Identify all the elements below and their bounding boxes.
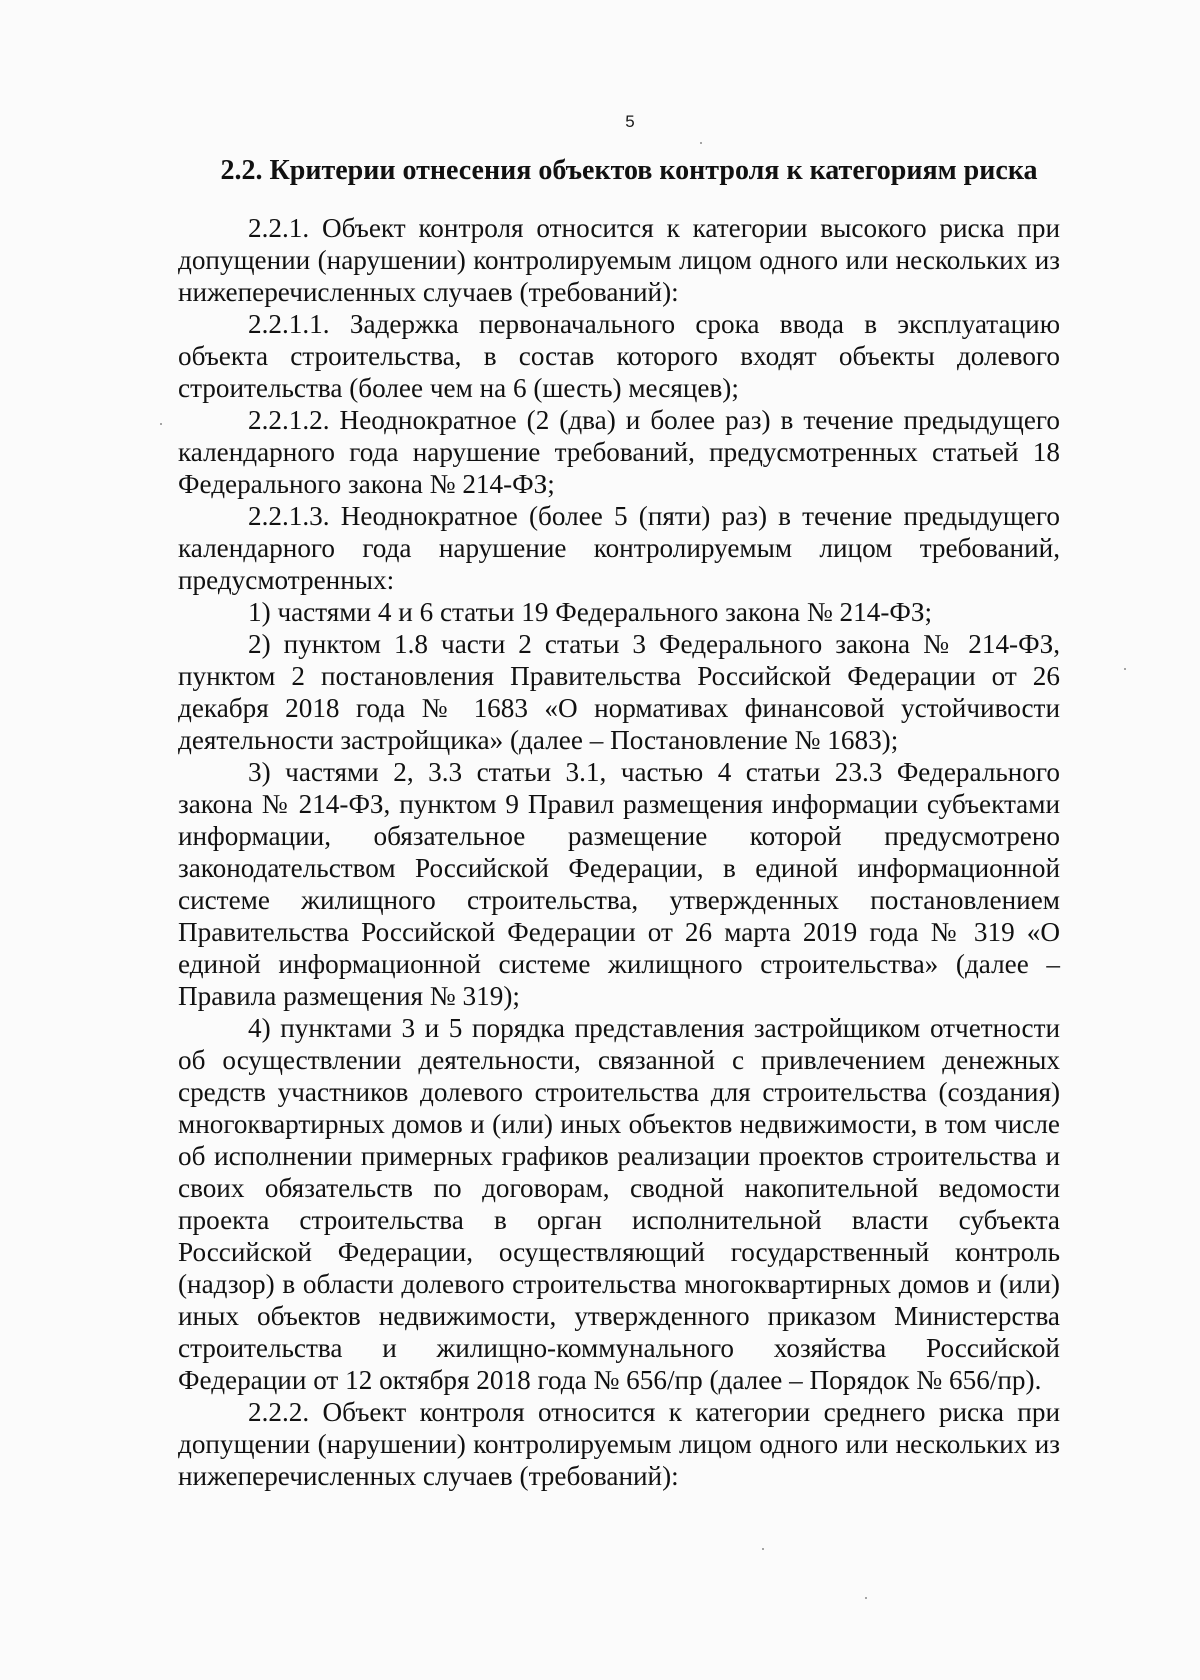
scan-speck bbox=[762, 1548, 764, 1550]
list-item-4: 4) пунктами 3 и 5 порядка представления застройщиком отчетности об осуществлении деятельности, связанной с привлечением денежных средств участников долевого строительства для строительства (создания) многоквартирных домов и (или) иных объектов недвижимости, в том числе об исполнении примерных графиков реализации проектов строительства и своих обязательств по договорам, сводной накопительной ведомости проекта строительства в орган исполнительной власти субъекта Российской Федерации, осуществляющий государственный контроль (надзор) в области долевого строительства многоквартирных домов и (или) иных объектов недвижимости, утвержденного приказом Министерства строительства и жилищно-коммунального хозяйства Российской Федерации от 12 октября 2018 года № 656/пр (далее – Порядок № 656/пр). bbox=[178, 1013, 1060, 1395]
paragraph-2-2-1-1: 2.2.1.1. Задержка первоначального срока ввода в эксплуатацию объекта строительства, в состав которого входят объекты долевого строительства (более чем на 6 (шесть) месяцев); bbox=[178, 309, 1060, 403]
scan-speck bbox=[700, 142, 702, 144]
page-number: 5 bbox=[625, 112, 635, 131]
list-item-2: 2) пунктом 1.8 части 2 статьи 3 Федерального закона № 214-ФЗ, пунктом 2 постановления Правительства Российской Федерации от 26 декабря 2018 года № 1683 «О нормативах финансовой устойчивости деятельности застройщика» (далее – Постановление № 1683); bbox=[178, 629, 1060, 755]
paragraph-2-2-1-3: 2.2.1.3. Неоднократное (более 5 (пяти) раз) в течение предыдущего календарного года нарушение контролируемым лицом требований, предусмотренных: bbox=[178, 501, 1060, 595]
scan-speck bbox=[865, 1597, 867, 1599]
scan-speck bbox=[160, 423, 162, 425]
list-item-3: 3) частями 2, 3.3 статьи 3.1, частью 4 статьи 23.3 Федерального закона № 214-ФЗ, пунктом 9 Правил размещения информации субъектами информации, обязательное размещение которой предусмотрено законодательством Российской Федерации, в единой информационной системе жилищного строительства, утвержденных постановлением Правительства Российской Федерации от 26 марта 2019 года № 319 «О единой информационной системе жилищного строительства» (далее – Правила размещения № 319); bbox=[178, 757, 1060, 1011]
list-item-1: 1) частями 4 и 6 статьи 19 Федерального закона № 214-ФЗ; bbox=[248, 597, 933, 627]
paragraph-2-2-1-2: 2.2.1.2. Неоднократное (2 (два) и более раз) в течение предыдущего календарного года нарушение требований, предусмотренных статьей 18 Федерального закона № 214-ФЗ; bbox=[178, 405, 1060, 499]
scan-speck bbox=[1124, 668, 1126, 670]
document-body bbox=[178, 154, 1060, 1492]
paragraph-2-2-1: 2.2.1. Объект контроля относится к категории высокого риска при допущении (нарушении) контролируемым лицом одного или нескольких из нижеперечисленных случаев (требований): bbox=[178, 213, 1060, 307]
paragraph-2-2-2: 2.2.2. Объект контроля относится к категории среднего риска при допущении (нарушении) контролируемым лицом одного или нескольких из нижеперечисленных случаев (требований): bbox=[178, 1397, 1060, 1491]
section-title: 2.2. Критерии отнесения объектов контроля к категориям риска bbox=[220, 155, 1038, 186]
